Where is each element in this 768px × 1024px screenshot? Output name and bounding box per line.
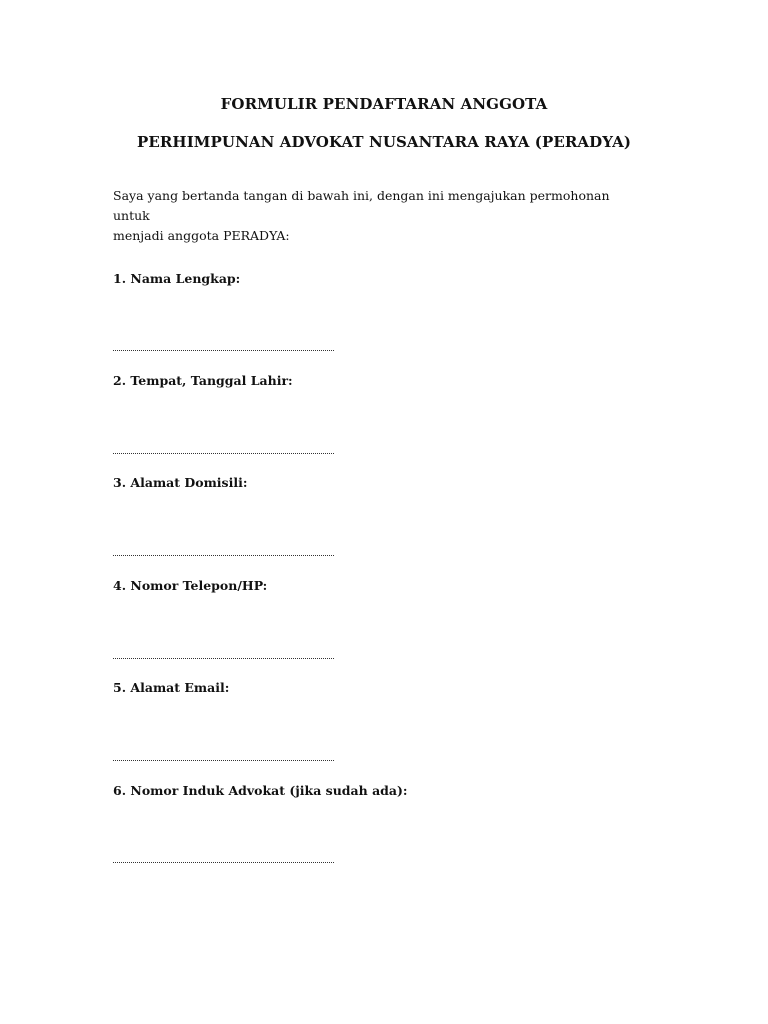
organization-title: PERHIMPUNAN ADVOKAT NUSANTARA RAYA (PERADYA) (136, 133, 632, 151)
field-line-full-name (113, 350, 334, 351)
intro-line-2: menjadi anggota PERADYA: (113, 228, 290, 243)
field-line-birth-place-date (113, 453, 334, 454)
field-label-full-name: 1. Nama Lengkap: (113, 271, 241, 286)
field-label-address: 3. Alamat Domisili: (113, 475, 248, 490)
field-line-address (113, 555, 334, 556)
field-line-phone (113, 658, 334, 659)
form-title: FORMULIR PENDAFTARAN ANGGOTA (220, 95, 548, 113)
field-line-advocate-id (113, 862, 334, 863)
field-label-phone: 4. Nomor Telepon/HP: (113, 578, 268, 593)
intro-line-1: Saya yang bertanda tangan di bawah ini, dengan ini mengajukan permohonan untuk (113, 188, 610, 223)
field-line-email (113, 760, 334, 761)
intro-paragraph (113, 186, 643, 246)
field-label-advocate-id: 6. Nomor Induk Advokat (jika sudah ada): (113, 783, 408, 798)
field-label-birth-place-date: 2. Tempat, Tanggal Lahir: (113, 373, 293, 388)
field-label-email: 5. Alamat Email: (113, 680, 230, 695)
